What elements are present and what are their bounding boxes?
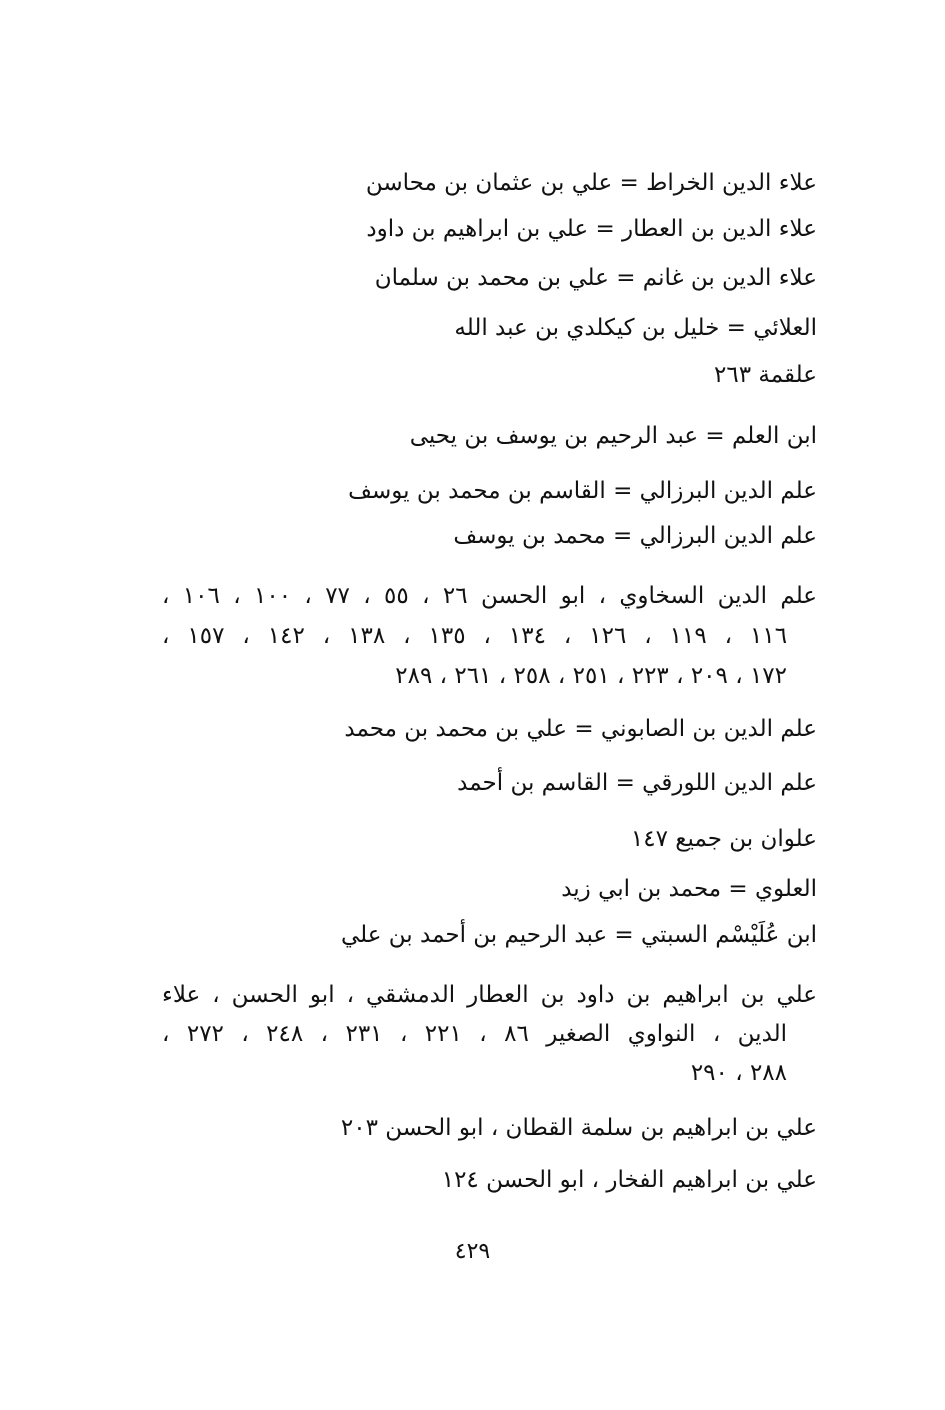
entry-line: علم الدين البرزالي = محمد بن يوسف: [453, 523, 817, 549]
entry-continuation-line: ١٧٢ ، ٢٠٩ ، ٢٢٣ ، ٢٥١ ، ٢٥٨ ، ٢٦١ ، ٢٨٩: [395, 663, 787, 689]
index-entry: [366, 168, 817, 198]
entry-line: علي بن ابراهيم الفخار ، ابو الحسن ١٢٤: [441, 1167, 817, 1193]
index-entry: [410, 421, 817, 451]
entry-line: علوان بن جميع ١٤٧: [630, 826, 817, 852]
entry-line: ابن العلم = عبد الرحيم بن يوسف بن يحيى: [409, 423, 817, 449]
entry-line: علم الدين اللورقي = القاسم بن أحمد: [457, 770, 817, 796]
index-entry: [442, 1165, 817, 1195]
entry-continuation-line: ٢٨٨ ، ٢٩٠: [690, 1060, 787, 1086]
index-entry: [375, 263, 817, 293]
index-entry: [341, 920, 817, 950]
entry-line: العلائي = خليل بن كيكلدي بن عبد الله: [454, 315, 817, 341]
index-entry: [344, 714, 817, 744]
entry-line: علي بن ابراهيم بن سلمة القطان ، ابو الحسن ٢٠٣: [340, 1115, 817, 1141]
entry-line: ابن عُلَيْسْم السبتي = عبد الرحيم بن أحمد بن علي: [340, 922, 817, 948]
entry-continuation-line: ١١٦ ، ١١٩ ، ١٢٦ ، ١٣٤ ، ١٣٥ ، ١٣٨ ، ١٤٢ ، ١٥٧ ،: [162, 623, 788, 649]
entry-line: علم الدين البرزالي = القاسم بن محمد بن يوسف: [348, 478, 817, 504]
entry-line: علاء الدين الخراط = علي بن عثمان بن محاسن: [365, 170, 817, 196]
entry-line: علاء الدين بن العطار = علي بن ابراهيم بن داود: [366, 216, 817, 242]
index-entry: [366, 214, 817, 244]
index-entry: [561, 874, 817, 904]
index-entry: [454, 313, 817, 343]
entry-line: علي بن ابراهيم بن داود بن العطار الدمشقي ، ابو الحسن ، علاء: [162, 982, 817, 1008]
entry-line: علم الدين بن الصابوني = علي بن محمد بن محمد: [344, 716, 817, 742]
index-entry: [714, 360, 817, 390]
index-entry: [457, 768, 817, 798]
page-number: ٤٢٩: [454, 1239, 491, 1264]
index-entry: [341, 1113, 817, 1143]
index-entry: [348, 476, 817, 506]
entry-line: العلوي = محمد بن ابي زيد: [561, 876, 817, 902]
index-entry: [631, 824, 817, 854]
index-entry: [162, 976, 817, 1093]
entry-line: علقمة ٢٦٣: [714, 362, 817, 388]
entry-line: علم الدين السخاوي ، ابو الحسن ٢٦ ، ٥٥ ، ٧٧ ، ١٠٠ ، ١٠٦ ،: [162, 583, 818, 609]
index-entry: [162, 576, 817, 696]
entry-continuation-line: الدين ، النواوي الصغير ٨٦ ، ٢٢١ ، ٢٣١ ، ٢٤٨ ، ٢٧٢ ،: [162, 1021, 788, 1047]
index-entry: [453, 521, 817, 551]
entry-line: علاء الدين بن غانم = علي بن محمد بن سلمان: [374, 265, 817, 291]
